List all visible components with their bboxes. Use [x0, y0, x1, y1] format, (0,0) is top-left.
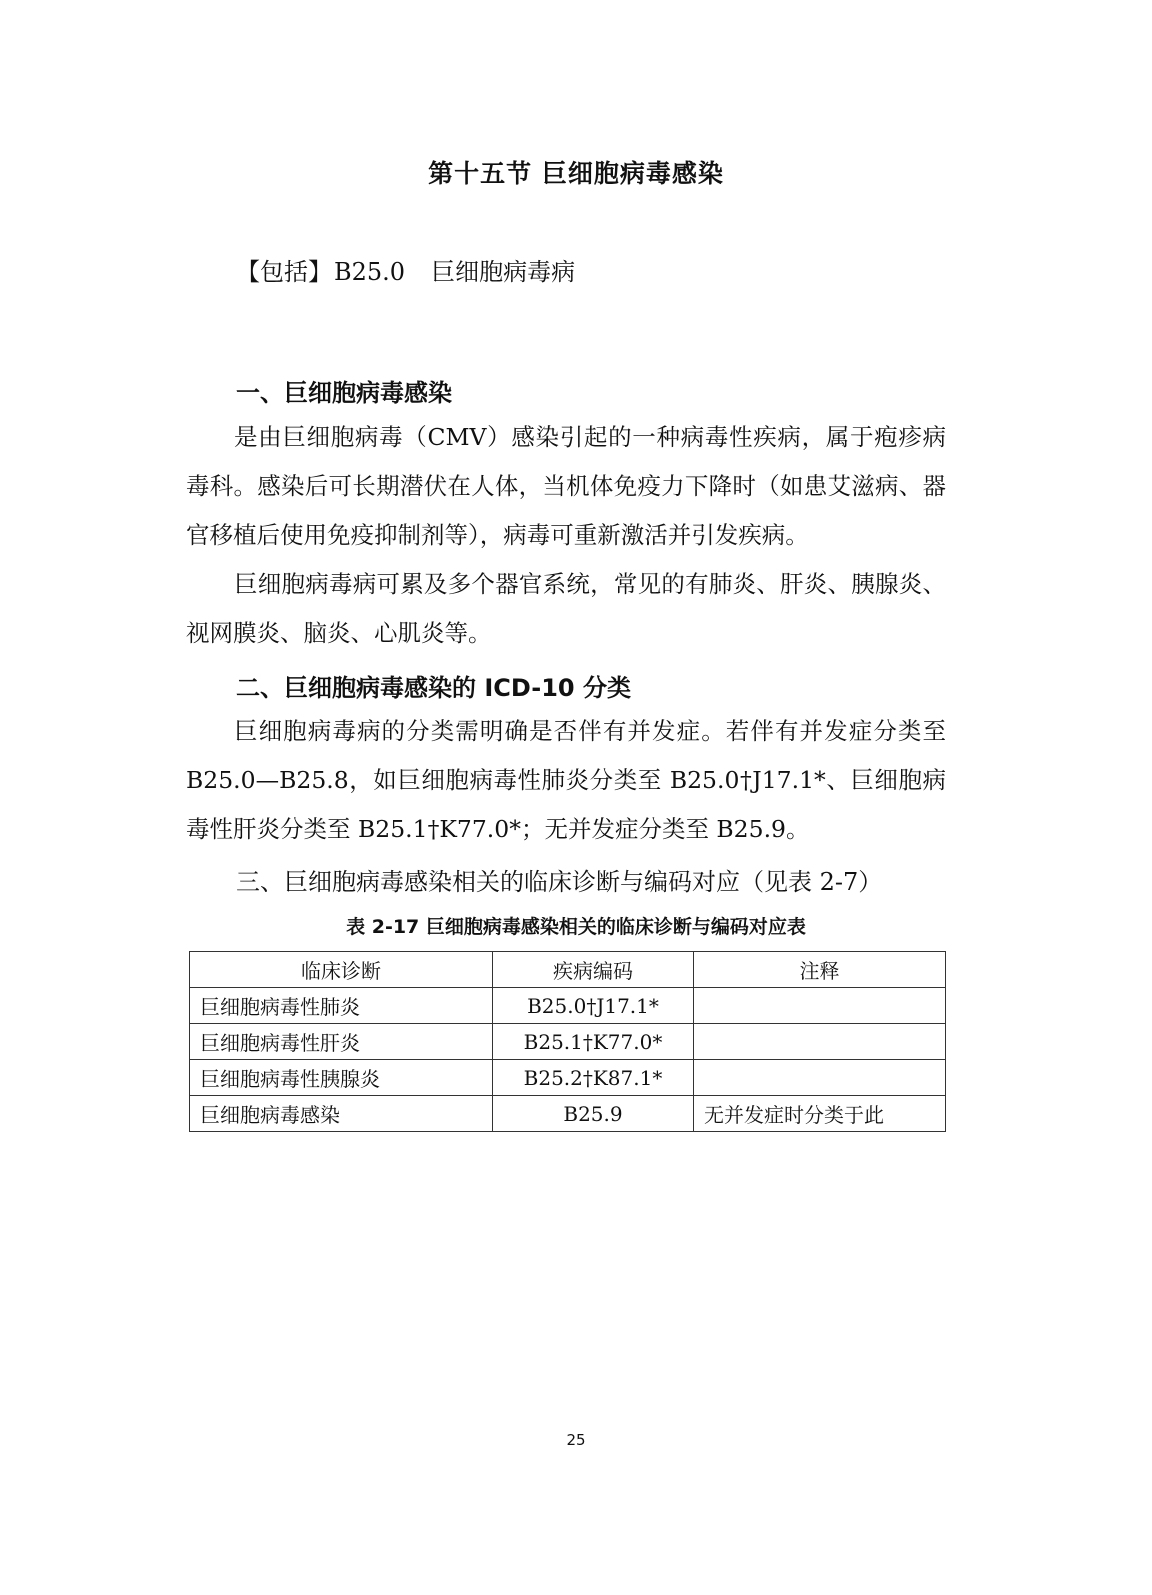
cell-code: B25.0†J17.1* [493, 988, 694, 1024]
includes-code: B25.0 [334, 258, 406, 286]
cell-note [694, 1024, 946, 1060]
cell-code: B25.2†K87.1* [493, 1060, 694, 1096]
table-row [190, 1096, 946, 1132]
cell-note [694, 988, 946, 1024]
cell-diagnosis: 巨细胞病毒性肝炎 [190, 1024, 493, 1060]
table-caption: 表 2-17 巨细胞病毒感染相关的临床诊断与编码对应表 [346, 916, 806, 938]
cell-diagnosis: 巨细胞病毒感染 [190, 1096, 493, 1132]
table-header-row [190, 952, 946, 988]
diagnosis-code-table [189, 951, 946, 1132]
table-row [190, 1060, 946, 1096]
cell-code: B25.9 [493, 1096, 694, 1132]
paragraph-classification: 巨细胞病毒病的分类需明确是否伴有并发症。若伴有并发症分类至B25.0—B25.8，如巨细胞病毒性肺炎分类至 B25.0†J17.1*、巨细胞病毒性肝炎分类至 B25.1†K77.0*；无并发症分类至 B25.9。 [186, 717, 946, 843]
includes-name: 巨细胞病毒病 [431, 258, 576, 286]
page-number: 25 [566, 1431, 586, 1449]
cell-note: 无并发症时分类于此 [694, 1096, 946, 1132]
paragraph-definition: 是由巨细胞病毒（CMV）感染引起的一种病毒性疾病，属于疱疹病毒科。感染后可长期潜伏在人体，当机体免疫力下降时（如患艾滋病、器官移植后使用免疫抑制剂等），病毒可重新激活并引发疾病。 [186, 423, 946, 549]
cell-diagnosis: 巨细胞病毒性肺炎 [190, 988, 493, 1024]
includes-label: 【包括】 [236, 258, 332, 286]
heading-1: 一、巨细胞病毒感染 [236, 379, 452, 407]
table-row [190, 988, 946, 1024]
header-code: 疾病编码 [493, 952, 694, 988]
header-note: 注释 [694, 952, 946, 988]
cell-diagnosis: 巨细胞病毒性胰腺炎 [190, 1060, 493, 1096]
header-diagnosis: 临床诊断 [190, 952, 493, 988]
paragraph-organs: 巨细胞病毒病可累及多个器官系统，常见的有肺炎、肝炎、胰腺炎、视网膜炎、脑炎、心肌炎等。 [186, 570, 946, 647]
section-title: 第十五节 巨细胞病毒感染 [428, 159, 724, 188]
table-row [190, 1024, 946, 1060]
heading-3: 三、巨细胞病毒感染相关的临床诊断与编码对应（见表 2-7） [236, 868, 883, 896]
cell-code: B25.1†K77.0* [493, 1024, 694, 1060]
includes-line [236, 252, 575, 287]
heading-2: 二、巨细胞病毒感染的 ICD-10 分类 [236, 674, 631, 702]
cell-note [694, 1060, 946, 1096]
